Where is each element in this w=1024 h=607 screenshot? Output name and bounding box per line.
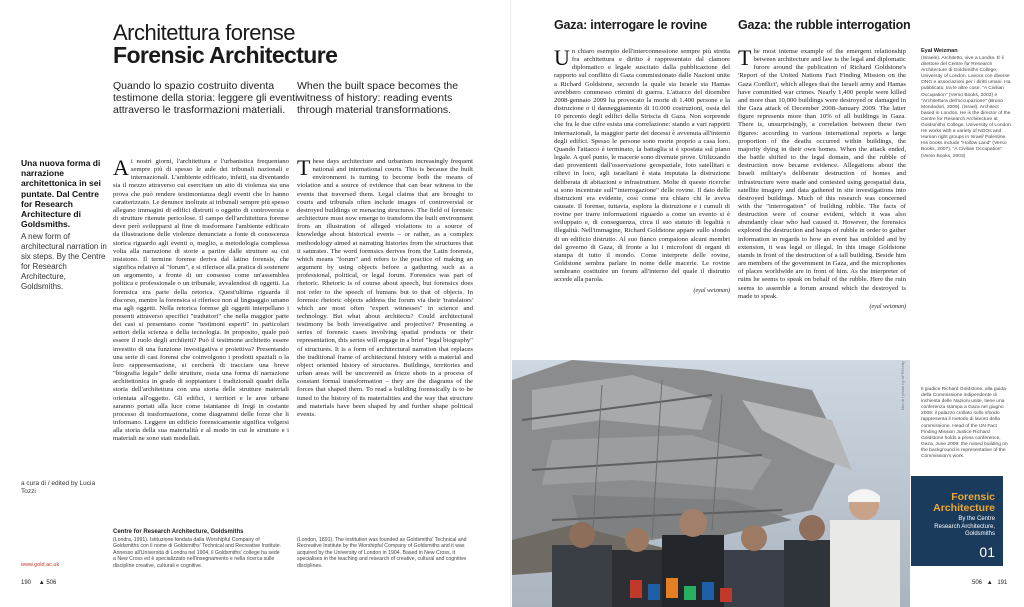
title-english: Forensic Architecture — [113, 42, 338, 68]
badge-title — [933, 492, 995, 513]
body-column-gaza-english — [738, 48, 906, 320]
magazine-logo-icon: ▲ — [38, 580, 45, 586]
dropcap: U — [554, 48, 570, 70]
body-column-english — [297, 158, 473, 494]
page-number: 190 — [21, 580, 32, 586]
issue-number: 506 — [46, 580, 57, 586]
heading-english: Gaza: the rubble interrogation — [738, 18, 911, 32]
signature: (eyal weizman) — [869, 303, 906, 310]
badge-sub-line3: Goldsmiths — [964, 531, 995, 537]
dropcap: T — [738, 48, 752, 70]
dropcap: T — [297, 158, 311, 180]
body-text: he most intense example of the emergent relationship between architecture and law is the legal and diplomatic furore around the publication of Richard Goldstone's 'Report of the United Nations Fact Finding Mission on the Gaza Conflict', which alleges that the Israeli army and Hamas have committed war crimes. Nearly 1,400 people were killed and more than 10,000 buildings were destroyed or damaged in the Gaza attack of December 2008–January 2009. The latter figure represents more than 10% of all buildings in Gaza. There is, unsurprisingly, a correlation between these two figures: according to various international reports a large proportion of the deaths occurred within buildings, the majority dying in their own homes. When the attack ended, the battle shifted to the legal domain, and the rubble of destruction now became evidence. Allegations about the Israeli military's deliberate destruction of homes and infrastructure were made and contested using geospatial data, satellite imagery and data gathered in site investigations into destroyed buildings. Much of this research was concerned with the "interrogation" of building rubble. The facts of destruction were of course evident, which it was also abundantly clear who had caused it. However, the forensics explored the destruction and heaps of rubble in order to gather information in regards to how an event has unfolded and by extension, it was legal or illegal. In this image Goldstone stands in front of the destruction of a tall building. Beside him are members of the government in Gaza, and the microphones of places worldwide are in front of him. As the interpreter of ruins he seems to speak on behalf of the rubble. Here the ruin seems to assemble a forum around which the destroyed is made to speak. — [738, 48, 906, 300]
badge-title-line2: Architecture — [933, 501, 995, 514]
folio-right — [972, 580, 1007, 586]
badge-sub-line1: By the Centre — [958, 516, 995, 522]
episode-number: 01 — [979, 544, 995, 560]
author-name: Eyal Weizman — [921, 48, 958, 54]
photo-caption: Il giudice Richard Goldstone, alla guida della Commissione indipendente di inchiesta delle Nazioni unite, tiene una conferenza stampa a Gaza nel giugno 2009: il palazzo crollato sullo sfondo rappresenta il metodo di lavoro della commissione. Head of the UN Fact Finding Mission Justice Richard Goldstone holds a press conference, Gaza, June 2009: the ruined building on the background is representative of the Commission's work. — [921, 387, 1008, 460]
body-text: n chiaro esempio dell'interconnessione sempre più stretta fra architettura e diritto è rappresentato dal clamore diplomatico e legale suscitato dalla pubblicazione del rapporto sul conflitto di Gaza commissionato dalle Nazioni unite a Richard Goldstone, secondo la quale sia Israele sia Hamas avrebbero commesso crimini di guerra. L'attacco del dicembre 2008-gennaio 2009 ha provocato la morte di 1.400 persone e la distruzione o il danneggiamento di 10.000 costruzioni, ossia del 10 percento degli edifici della Striscia di Gaza. Non sorprende che fra le due cifre esista una correlazione: stando a vari rapporti internazionali, la maggior parte dei decessi è avvenuta all'interno degli edifici. Spesso le persone sono morte proprio a casa loro. Quando l'attacco è terminato, la battaglia si è spostata sul piano legale. A quel punto, le macerie sono divenute prove. Utilizzando dati provenienti dall'osservazione geospaziale, foto satellitari e rilievi in loco, agli israeliani è stata imputata la distruzione deliberata di abitazioni e infrastrutture. Molte di queste ricerche si sono incentrate sull'"interrogazione" delle rovine. Il dato delle distruzioni era evidente, così come era chiaro chi le aveva causate. Il forense, tuttavia, esplora la distruzione e i cumuli di rovine per trarre informazioni riguardo a come un evento si è sviluppato e, di conseguenza, circa il suo statuto di legalità o illegalità. Nell'immagine, Richard Goldstone appare sullo sfondo di un edificio distrutto. Al suo fianco compaiono alcuni membri del governo di Gaza, di fronte a lui i microfoni di organi di stampa di tutto il mondo. Come interprete delle rovine, Goldstone sembra parlare in nome delle macerie. Le rovine sembrano costituire un forum all'interno del quale il distrutto accede alla parola. — [554, 48, 730, 284]
ruined-building-photo-illustration — [512, 360, 910, 607]
issue-number: 506 — [972, 580, 983, 586]
body-column-italian — [113, 158, 289, 494]
centre-note-english: (London, 1891). The institution was founded as Goldsmiths' Technical and Recreative Institute by the Worshipful Company of Goldsmiths and it was acquired by the University of London in 1904. Based in New Cross, it specialises in the teaching and research of creative, cultural and cognitive disciplines. — [297, 537, 467, 569]
sidebar-intro-english: A new form of architectural narration in six steps. By the Centre for Research Architecture, Goldsmiths. — [21, 232, 107, 291]
signature: (eyal weizman) — [693, 287, 730, 294]
editor-credit: a cura di / edited by Lucia Tozzi — [21, 480, 96, 495]
lede-italian: Quando lo spazio costruito diventa testimone della storia: leggere gli eventi attraverso le trasformazioni materiali. — [113, 80, 298, 116]
web-link[interactable]: www.gold.ac.uk — [21, 562, 60, 568]
centre-heading: Centre for Research Architecture, Goldsmiths — [113, 529, 244, 535]
badge-subtitle — [934, 516, 995, 539]
photo-credit: foto di / photo by AFP/Getty — [900, 361, 905, 410]
body-text: hese days architecture and urbanism increasingly frequent national and international courts. This is because the built environment is turning to become both the means of violation and a source of evidence that can bear witness to the events that traversed them. Legal claims that are brought to courts and tribunals often include images of controversial or destroyed buildings or menacing structures. The field of forensic architecture must now emerge to transform the built environment from an illustration of alleged violations to a source of knowledge about historical events – or rather, as a complex methodology aimed at narrating histories from the structures that it saturates. The word forensics derives from the Latin forensis, which means "forum" and refers to the practice of making an argument by using objects before a gathering such as a professional, political, or legal forum. Forensics was part of rhetoric. Rhetoric is of course about speech, but forensics does not refer to the speech of humans but to that of objects. In forensic rhetoric objects address the forum via their 'translators' which are most often "expert witnesses" in science and technology. But what about architects? Could architectural testimony be both investigative and projective? Presenting a series of forensic cases involving spatial products or their representation, this series will engage in a brief "legal biography" of structures. It is a form of architectural narration that replaces the traditional frame of architectural history with a material and object oriented history of structures. Buildings, territories and urban areas will be uncovered as frieze shots in a process of constant formal transformation – they are the diagrams of the forces that shaped them. To read a building forensically is to be tuned to the history of its materialities and the way that structure and materials have been shaped by and further shape political events. — [297, 158, 473, 418]
body-column-gaza-italian — [554, 48, 730, 320]
press-conference-photo — [512, 360, 910, 607]
author-bio: (Israele). Architetto, vive a Londra. È il direttore del Centre for Research Architecture di Goldsmiths College, University of London. Lavora con diverse ONG e associazioni per i diritti umani. Ha pubblicato, tra le altre cose, "A Civilian Occupation" (Verso Books, 2003) e "Architettura dell'occupazione" (Bruno Mondadori, 2009). (Israel). Architect based in London. He is the director of the Centre for Research Architecture at Goldsmiths College, University of London. He works with a variety of NGOs and Human right groups in Israel/ Palestine. His books include "Hollow Land" (Verso Books, 2007), "A Civilian Occupation" (Verso Books, 2003) — [921, 56, 1013, 159]
centre-note-italian: (Londra, 1991). Istituzione fondata dalla Worshipful Company of Goldsmiths con il nome di Goldsmiths' Technical and Recreative Institute. Annesso all'Università di Londra nel 1904, il Goldsmiths' college ha sede a New Cross ed è specializzato nell'insegnamento e nella ricerca sulle discipline creative, culturali e cognitive. — [113, 537, 282, 569]
lede-english: When the built space becomes the witness of history: reading events through material transformations. — [297, 80, 459, 116]
dropcap: A — [113, 158, 129, 180]
body-text: i nostri giorni, l'architettura e l'urbanistica frequentano sempre più di spesso le aule dei tribunali nazionali e internazionali. L'ambiente edificato, infatti, sta diventando sia il mezzo attraverso cui esercitare un atto di violenza sia una prova che può rendere testimonianza degli eventi che lo hanno caratterizzato. Le denunce inoltrate ai tribunali sempre più spesso allegano immagini di edifici distrutti o oggetto di controversia e di strutture ritenute pericolose. Il campo dell'architettura forense deve però svilupparsi al fine di trasformare l'ambiente edificato da illustrazione delle violenze denunciate a fonte di conoscenza storica riguardo agli eventi o, meglio, a metodologia complessa volta alla narrazione di storie a partire dalle strutture su cui insistono. Il termine forense deriva dal latino forensis, che significa relativo al "forum", e si riferisce alla pratica di sostenere un argomento, a fronte di un consesso come un'assemblea politica e professionale o un tribunale, avvalendosi di oggetti. La forensica era parte della retorica. Quest'ultima riguarda il discorso, mentre la forensica si riferisce non al linguaggio umano ma agli oggetti. Nella retorica forense gli oggetti interpellano i presenti attraverso specifici "traduttori" che nella maggior parte dei casi si presentano come "testimoni esperti" in particolari settori della scienza e della tecnologia. In proposito, quale può essere il ruolo degli architetti? Può il testimone architetto essere investito di una funzione investigativa e proiettiva? Presentando una serie di casi forensi che coinvolgono i prodotti spaziali o la loro rappresentazione, si cercherà di tracciare una breve "biografia legale" delle strutture, ossia una forma di narrazione architettonica in grado di soppiantare i tradizionali quadri della storia dell'architettura con una storia delle strutture materiali orientata all'oggetto. Gli edifici, i territori e le aree urbane saranno portati alla luce come istantanee di fregi in costante processo di trasformazione, come diagrammi delle forze che li informano. Leggere un edificio forensicamente significa volgersi alla storia della sua materialità e al modo in cui le strutture e i materiali ne sono stati modellati. — [113, 158, 289, 443]
title-italian: Architettura forense — [113, 20, 295, 45]
heading-italian: Gaza: interrogare le rovine — [554, 18, 707, 32]
sidebar-intro-italian: Una nuova forma di narrazione architettonica in sei puntate. Dal Centre for Research Architecture di Goldsmiths. — [21, 158, 101, 230]
series-badge — [911, 476, 1003, 566]
badge-sub-line2: Research Architecture, — [934, 523, 995, 530]
badge-title-line1: Forensic — [951, 491, 995, 503]
page-number: 191 — [997, 580, 1008, 586]
magazine-logo-icon: ▲ — [986, 580, 993, 586]
folio-left — [21, 580, 56, 586]
